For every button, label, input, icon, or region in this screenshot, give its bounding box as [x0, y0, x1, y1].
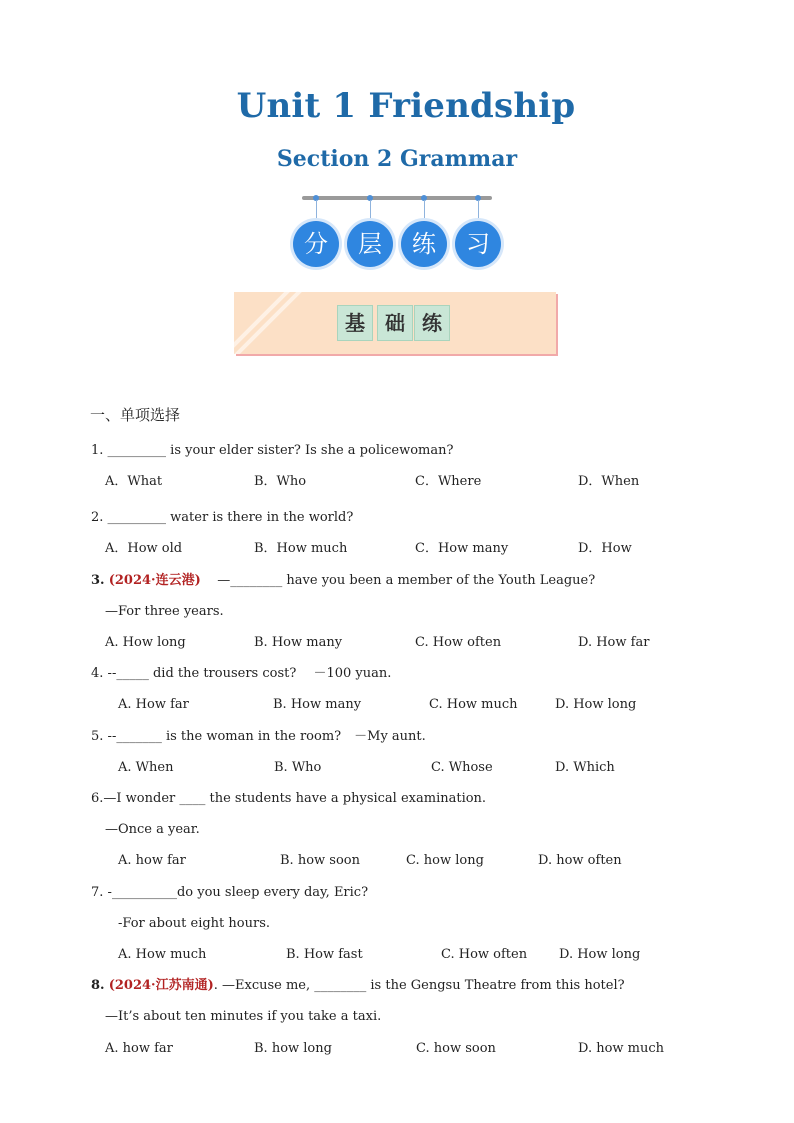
badge-char-1: 分 [293, 221, 339, 267]
question-number: 8. [91, 978, 105, 993]
question-text: —I wonder ____ the students have a physical examination. [103, 791, 487, 806]
question-text: _________ is your elder sister? Is she a policewoman? [107, 443, 454, 458]
option-d: D. How long [559, 947, 641, 962]
option-a: A．What [105, 474, 163, 489]
question-source: (2024·连云港) [108, 573, 201, 588]
option-a: A. How long [105, 635, 186, 650]
page-title: Unit 1 Friendship [236, 86, 576, 126]
question-7-stem [91, 885, 368, 901]
option-c: C. how long [406, 853, 484, 868]
option-a: A. How much [118, 947, 207, 962]
option-b: B. How many [254, 635, 343, 650]
option-d: D．How [578, 541, 632, 556]
question-text: --_____ did the trousers cost? －100 yuan. [107, 666, 392, 681]
level-char-2: 础 [377, 305, 413, 341]
option-b: B．How much [254, 541, 348, 556]
question-number: 1. [91, 443, 104, 458]
question-5-stem [91, 729, 426, 745]
question-text: -__________do you sleep every day, Eric? [107, 885, 369, 900]
question-4-stem [91, 666, 391, 682]
question-text: . —Excuse me, ________ is the Gengsu Theatre from this hotel? [213, 978, 625, 993]
badge-hanger-bar [302, 196, 492, 200]
option-b: B. How fast [286, 947, 363, 962]
option-b: B．Who [254, 474, 307, 489]
question-number: 5. [91, 729, 104, 744]
option-a: A. how far [105, 1041, 173, 1056]
question-1-stem [91, 443, 453, 459]
question-reply: —For three years. [105, 604, 224, 619]
badge-char-2: 层 [347, 221, 393, 267]
option-a: A. How far [118, 697, 189, 712]
question-reply: —Once a year. [105, 822, 200, 837]
option-b: B. Who [274, 760, 322, 775]
question-source: (2024·江苏南通) [108, 978, 214, 993]
question-text: --_______ is the woman in the room? －My aunt. [107, 729, 426, 744]
question-text: _________ water is there in the world? [107, 510, 354, 525]
option-c: C. how soon [416, 1041, 496, 1056]
option-a: A. When [118, 760, 174, 775]
badge-char-3: 练 [401, 221, 447, 267]
option-a: A．How old [105, 541, 183, 556]
question-number: 2. [91, 510, 104, 525]
option-b: B. how long [254, 1041, 332, 1056]
question-number: 3. [91, 573, 105, 588]
question-number: 6. [91, 791, 104, 806]
question-text: —________ have you been a member of the Youth League? [217, 573, 596, 588]
level-char-1: 基 [337, 305, 373, 341]
question-3-stem [91, 573, 595, 589]
option-b: B. how soon [280, 853, 360, 868]
question-reply: —It’s about ten minutes if you take a taxi. [105, 1009, 382, 1024]
option-b: B. How many [273, 697, 362, 712]
option-c: C. How often [415, 635, 502, 650]
question-2-stem [91, 510, 353, 526]
option-d: D. how often [538, 853, 622, 868]
level-char-3: 练 [414, 305, 450, 341]
question-number: 7. [91, 885, 104, 900]
option-c: C. How often [441, 947, 528, 962]
option-d: D．When [578, 474, 640, 489]
option-d: D. how much [578, 1041, 665, 1056]
banner-stripe [234, 292, 308, 354]
option-c: C. How much [429, 697, 518, 712]
option-c: C. Whose [431, 760, 493, 775]
option-d: D. How far [578, 635, 650, 650]
question-8-stem [91, 978, 625, 994]
option-c: C．Where [415, 474, 482, 489]
question-6-stem [91, 791, 486, 807]
option-a: A. how far [118, 853, 186, 868]
section-heading: 一、单项选择 [90, 406, 181, 424]
question-number: 4. [91, 666, 104, 681]
option-c: C．How many [415, 541, 509, 556]
page-subtitle: Section 2 Grammar [276, 146, 518, 172]
badge-char-4: 习 [455, 221, 501, 267]
option-d: D. Which [555, 760, 615, 775]
question-reply: -For about eight hours. [118, 916, 270, 931]
option-d: D. How long [555, 697, 637, 712]
